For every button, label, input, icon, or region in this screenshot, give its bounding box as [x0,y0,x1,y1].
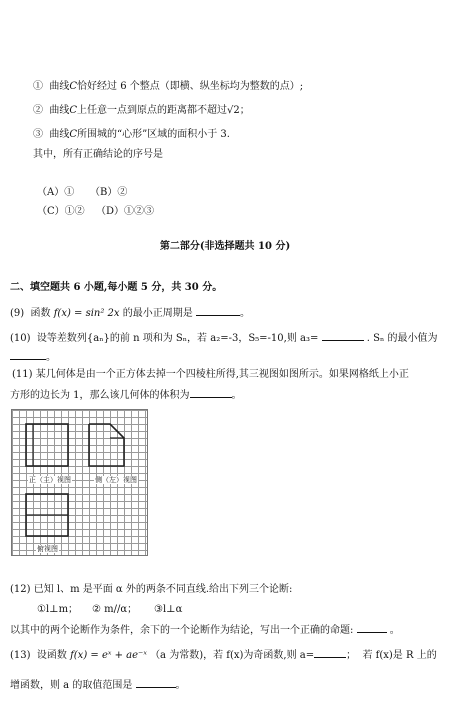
question-13-line2: 增函数，则 a 的取值范围是 。 [10,677,186,693]
three-view-figure [11,409,148,556]
statement-2: ② 曲线C上任意一点到原点的距离都不超过√2； [33,105,250,116]
option-d: （D）①②③ [96,206,155,217]
front-view-label: 正（主）视图 [29,476,71,484]
option-b: （B）② [90,187,128,198]
answer-blank[interactable] [357,622,387,633]
side-view-outline [89,424,124,466]
top-view-label: 俯视图 [37,545,58,553]
answer-blank[interactable] [322,330,364,341]
answer-blank[interactable] [10,349,46,360]
statement-3: ③ 曲线C所围城的“心形”区域的面积小于 3. [33,129,230,140]
answer-blank[interactable] [314,647,346,658]
answer-blank[interactable] [190,387,232,398]
q12-option-1: ①l⊥m； [37,604,79,615]
answer-blank[interactable] [196,305,240,316]
question-11: (11) 某几何体是由一个正方体去掉一个四棱柱所得,其三视图如图所示。如果网格纸上小正 [12,369,409,380]
question-9: (9) 函数 f(x) = sin² 2x 的最小正周期是 。 [10,305,250,321]
q12-option-3: ③l⊥α [154,604,183,615]
question-stem: 其中，所有正确结论的序号是 [33,149,163,160]
question-12: (12) 已知 l、m 是平面 α 外的两条不同直线.给出下列三个论断: [10,584,293,595]
statement-1: ① 曲线C恰好经过 6 个整点（即横、纵坐标均为整数的点）; [33,81,304,92]
formula: f(x) = eˣ + ae⁻ˣ [70,650,147,661]
question-11-line2: 方形的边长为 1，那么该几何体的体积为 。 [10,387,242,403]
sqrt-two: √2 [227,105,240,116]
question-13: (13) 设函数 f(x) = eˣ + ae⁻ˣ （a 为常数)，若 f(x)为奇函数,则 a= ； 若 f(x)是 R 上的 [10,647,437,663]
q12-option-2: ② m//α； [92,604,138,615]
option-c: （C）①② [37,206,85,217]
section-heading: 二、填空题共 6 小题,每小题 5 分，共 30 分。 [10,282,223,293]
curve-var: C [69,81,78,92]
side-view-label: 侧（左）视图 [95,476,137,484]
curve-var: C [69,105,78,116]
part2-title: 第二部分(非选择题共 10 分) [159,241,291,252]
answer-blank[interactable] [136,677,176,688]
curve-var: C [69,129,78,140]
option-a: （A）① [37,187,75,198]
question-10: (10) 设等差数列{aₙ}的前 n 项和为 Sₙ，若 a₂=-3，S₅=-10,则 a₃= . Sₙ 的最小值为 [10,330,437,346]
question-12-line3: 以其中的两个论断作为条件，余下的一个论断作为结论，写出一个正确的命题: 。 [10,622,400,638]
front-view-square [26,424,68,466]
formula: f(x) = sin² 2x [53,308,120,319]
question-10-line2: 。 [10,349,56,365]
